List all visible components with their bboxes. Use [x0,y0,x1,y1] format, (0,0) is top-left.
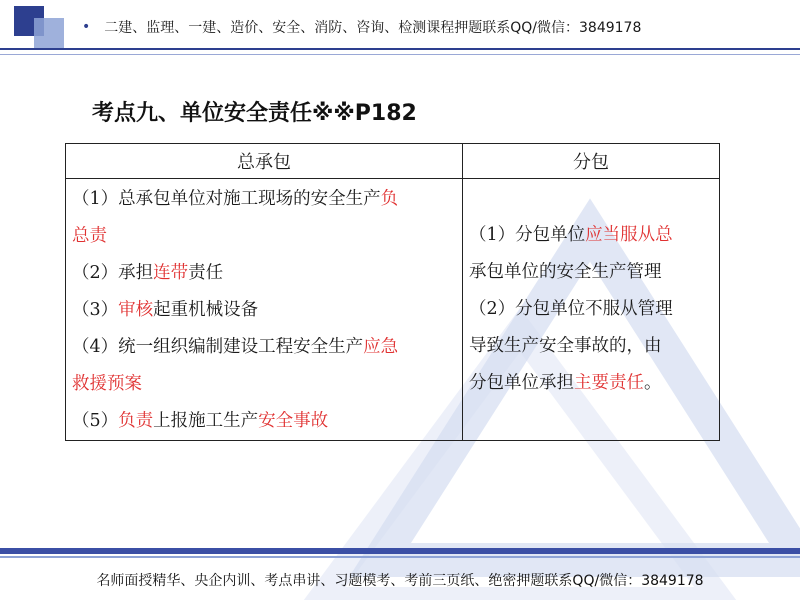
highlighted-term: 负责 [118,411,154,431]
highlighted-term: 应急 [363,337,399,357]
general-contractor-line [72,181,456,218]
slide-title: 考点九、单位安全责任※※P182 [92,101,417,126]
responsibility-table [65,143,720,441]
footer-divider [0,548,800,554]
highlighted-term: 救援预案 [72,374,142,394]
text-segment: （3） [72,300,119,320]
subcontractor-line [469,291,713,328]
general-contractor-line [72,403,456,440]
text-segment: 。 [644,373,662,393]
header-subcontractor: 分包 [463,144,720,179]
header-divider-thin [0,54,800,55]
general-contractor-line [72,255,456,292]
general-contractor-line [72,329,456,366]
footer-divider-thin [0,556,800,558]
highlighted-term: 审核 [118,300,154,320]
footer-contact-text: 名师面授精华、央企内训、考点串讲、习题模考、考前三页纸、绝密押题联系QQ/微信：3849178 [96,573,704,589]
highlighted-term: 主要责任 [574,373,644,393]
text-segment: 起重机械设备 [153,300,259,320]
text-segment: （2）分包单位不服从管理 [469,299,673,319]
subcontractor-line [469,217,713,254]
text-segment: （1）分包单位 [469,225,586,245]
text-segment: （4）统一组织编制建设工程安全生产 [72,337,364,357]
text-segment: 上报施工生产 [153,411,259,431]
general-contractor-duties [66,179,463,441]
general-contractor-line [72,218,456,255]
text-segment: （5） [72,411,119,431]
text-segment: 承包单位的安全生产管理 [469,262,662,282]
text-segment: 导致生产安全事故的，由 [469,336,662,356]
highlighted-term: 应当服从总 [585,225,673,245]
corner-logo-squares [0,0,70,50]
highlighted-term: 总责 [72,226,107,246]
subcontractor-line [469,254,713,291]
text-segment: 责任 [188,263,224,283]
header-general-contractor: 总承包 [66,144,463,179]
table-header-row [66,144,720,179]
text-segment: （2）承担 [72,263,154,283]
highlighted-term: 负 [380,189,399,209]
header-bar [82,16,782,38]
highlighted-term: 连带 [153,263,189,283]
general-contractor-line [72,366,456,403]
subcontractor-line [469,328,713,365]
table-row [66,179,720,441]
subcontractor-duties [463,179,720,441]
text-segment: 分包单位承担 [469,373,574,393]
highlighted-term: 安全事故 [258,411,329,431]
text-segment: （1）总承包单位对施工现场的安全生产 [72,189,381,209]
header-contact-text: 二建、监理、一建、造价、安全、消防、咨询、检测课程押题联系QQ/微信：3849178 [104,20,642,36]
subcontractor-line [469,365,713,402]
bullet-icon: • [82,19,91,35]
general-contractor-line [72,292,456,329]
header-divider [0,48,800,50]
